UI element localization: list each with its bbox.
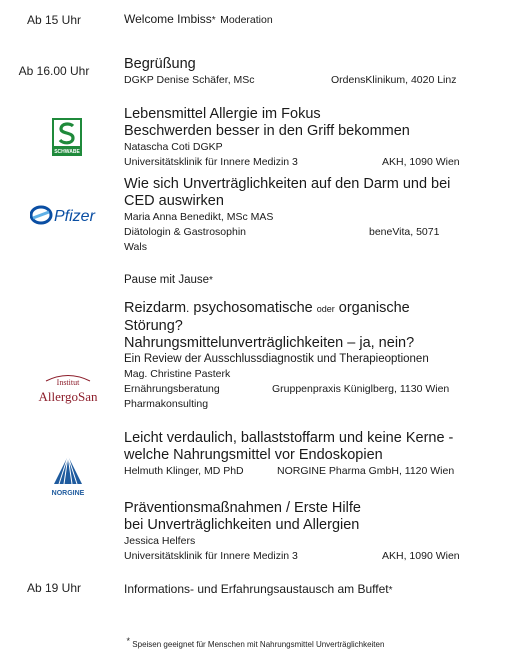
speaker-name: Mag. Christine Pasterk — [124, 368, 231, 380]
speaker-institution: Universitätsklinik für Innere Medizin 3 — [124, 156, 298, 168]
time-label: Ab 15 Uhr — [26, 13, 82, 27]
session-title: Informations- und Erfahrungsaustausch am Buffet — [124, 582, 389, 596]
time-label: Ab 19 Uhr — [26, 581, 82, 595]
session-title-line-2: bei Unverträglichkeiten und Allergien — [124, 517, 360, 533]
session-subtitle: Ein Review der Ausschlussdiagnostik und Therapieoptionen — [124, 353, 429, 365]
session-note: Moderation — [220, 14, 273, 26]
time-label: Ab 16.00 Uhr — [18, 64, 90, 78]
session-title: Begrüßung — [124, 56, 196, 72]
speaker-institution-cont: Pharmakonsulting — [124, 398, 209, 410]
speaker-institution: Ernährungsberatung — [124, 383, 220, 395]
session-title-line-2: CED auswirken — [124, 193, 224, 209]
speaker-name: Jessica Helfers — [124, 535, 196, 547]
norgine-logo-text: NORGINE — [51, 490, 85, 497]
footnote-text: Speisen geeignet für Menschen mit Nahrungsmittel Unverträglichkeiten — [132, 640, 385, 649]
footnote-star: * — [209, 275, 213, 286]
allergosan-logo-text: AllergoSan — [38, 389, 98, 404]
speaker-name: DGKP Denise Schäfer, MSc — [124, 74, 255, 86]
allergosan-logo-top: Institut — [56, 378, 80, 387]
speaker-location-cont: Wals — [124, 241, 147, 253]
session-title-line-2: welche Nahrungsmittel vor Endoskopien — [124, 447, 383, 463]
speaker-location: AKH, 1090 Wien — [382, 550, 460, 562]
session-title-part: organische — [338, 300, 410, 316]
speaker-name: Helmuth Klinger, MD PhD — [124, 465, 244, 477]
session-title: Welcome Imbiss — [124, 12, 212, 26]
allergosan-logo — [26, 372, 110, 408]
speaker-institution: Universitätsklinik für Innere Medizin 3 — [124, 550, 298, 562]
session-title-line-2: Beschwerden besser in den Griff bekommen — [124, 123, 410, 139]
session-title-line-1: Leicht verdaulich, ballaststoffarm und keine Kerne - — [124, 430, 454, 446]
session-title-line-2: Störung? — [124, 318, 183, 334]
session-title-part: psychosomatische — [193, 300, 313, 316]
session-title-line-1: Wie sich Unverträglichkeiten auf den Darm und bei — [124, 176, 451, 192]
pfizer-logo — [30, 202, 102, 228]
schwabe-logo — [52, 118, 82, 156]
schwabe-logo-text: SCHWABE — [54, 149, 80, 155]
speaker-location: AKH, 1090 Wien — [382, 156, 460, 168]
speaker-name: Natascha Coti DGKP — [124, 141, 223, 153]
footnote-star: * — [211, 15, 216, 26]
session-title: Pause mit Jause — [124, 274, 210, 286]
speaker-name: Maria Anna Benedikt, MSc MAS — [124, 211, 274, 223]
session-title-line-3: Nahrungsmittelunverträglichkeiten – ja, nein? — [124, 335, 415, 351]
speaker-institution: Diätologin & Gastrosophin — [124, 226, 246, 238]
footnote-star: * — [388, 585, 393, 596]
speaker-location: OrdensKlinikum, 4020 Linz — [331, 74, 457, 86]
session-title-line-1: Präventionsmaßnahmen / Erste Hilfe — [124, 500, 361, 516]
speaker-location: Gruppenpraxis Küniglberg, 1130 Wien — [272, 383, 450, 395]
speaker-location: beneVita, 5071 — [369, 226, 440, 238]
session-title-part: Reizdarm — [124, 300, 187, 316]
norgine-logo — [44, 454, 92, 498]
footnote — [0, 636, 511, 649]
session-title-line-1: Lebensmittel Allergie im Fokus — [124, 106, 321, 122]
pfizer-logo-text: Pfizer — [54, 208, 95, 225]
footnote-star: * — [126, 636, 131, 646]
speaker-location: NORGINE Pharma GmbH, 1120 Wien — [277, 465, 455, 477]
session-title-part: oder — [316, 304, 335, 314]
